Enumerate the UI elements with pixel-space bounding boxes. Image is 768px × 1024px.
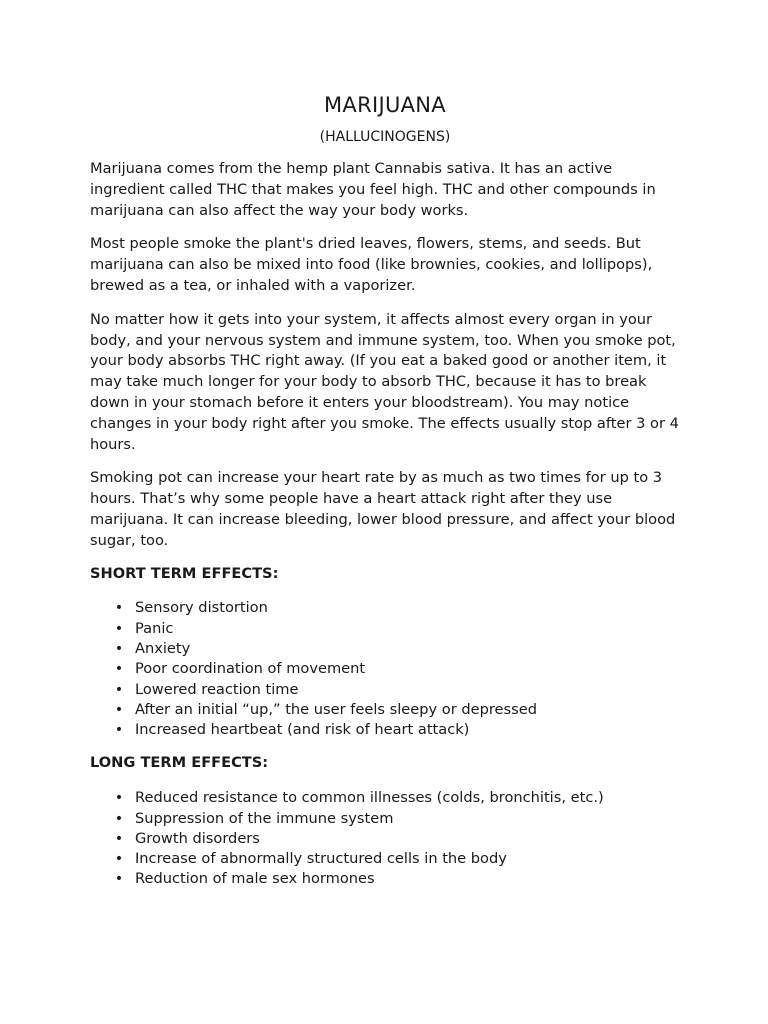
bullet-icon: •: [114, 600, 124, 617]
list-item: [90, 720, 680, 740]
document-subtitle: (HALLUCINOGENS): [319, 129, 451, 145]
bullet-icon: •: [114, 661, 124, 678]
list-item-text: Increase of abnormally structured cells in the body: [135, 850, 507, 868]
paragraph-origin: Marijuana comes from the hemp plant Cannabis sativa. It has an active ingredient called THC that makes you feel high. THC and other compounds in marijuana can also affect the way your body works.: [90, 160, 656, 219]
bullet-icon: •: [114, 722, 124, 739]
list-item-text: Poor coordination of movement: [135, 660, 366, 678]
bullet-icon: •: [114, 701, 124, 718]
short-term-heading: SHORT TERM EFFECTS:: [90, 564, 279, 582]
paragraph-heart-rate: Smoking pot can increase your heart rate by as much as two times for up to 3 hours. That’s why some people have a heart attack right after they use marijuana. It can increase bleeding, lower blood pressure, and affect your blood sugar, too.: [90, 469, 676, 549]
bullet-icon: •: [114, 830, 124, 847]
list-item: [90, 700, 680, 720]
list-item-text: Anxiety: [135, 639, 191, 657]
bullet-icon: •: [114, 620, 124, 637]
long-term-list: [90, 788, 680, 889]
bullet-icon: •: [114, 681, 124, 698]
bullet-icon: •: [114, 640, 124, 657]
list-item-text: Panic: [135, 619, 174, 637]
list-item-text: Growth disorders: [135, 829, 260, 847]
bullet-icon: •: [114, 851, 124, 868]
list-item-text: Increased heartbeat (and risk of heart attack): [135, 721, 470, 739]
short-term-list: [90, 598, 680, 740]
bullet-icon: •: [114, 810, 124, 827]
list-item-text: Sensory distortion: [135, 599, 268, 617]
list-item: [90, 598, 680, 618]
list-item-text: Reduction of male sex hormones: [135, 870, 375, 888]
list-item-text: Lowered reaction time: [135, 680, 299, 698]
list-item-text: After an initial “up,” the user feels sleepy or depressed: [135, 700, 537, 718]
list-item: [90, 829, 680, 849]
list-item: [90, 680, 680, 700]
bullet-icon: •: [114, 871, 124, 888]
list-item: [90, 849, 680, 869]
list-item: [90, 869, 680, 889]
bullet-icon: •: [114, 790, 124, 807]
list-item: [90, 619, 680, 639]
paragraph-system-effects: No matter how it gets into your system, it affects almost every organ in your body, and your nervous system and immune system, too. When you smoke pot, your body absorbs THC right away. (If you eat a baked good or another item, it may take much longer for your body to absorb THC, because it has to break down in your stomach before it enters your bloodstream). You may notice changes in your body right after you smoke. The effects usually stop after 3 or 4 hours.: [90, 310, 679, 453]
list-item-text: Suppression of the immune system: [135, 809, 394, 827]
document-title: MARIJUANA: [324, 93, 446, 117]
list-item: [90, 659, 680, 679]
long-term-heading: LONG TERM EFFECTS:: [90, 754, 269, 772]
document-page: [90, 90, 680, 890]
list-item-text: Reduced resistance to common illnesses (colds, bronchitis, etc.): [135, 789, 604, 807]
list-item: [90, 639, 680, 659]
list-item: [90, 788, 680, 808]
paragraph-consumption: Most people smoke the plant's dried leaves, flowers, stems, and seeds. But marijuana can also be mixed into food (like brownies, cookies, and lollipops), brewed as a tea, or inhaled with a vaporizer.: [90, 235, 653, 294]
list-item: [90, 809, 680, 829]
